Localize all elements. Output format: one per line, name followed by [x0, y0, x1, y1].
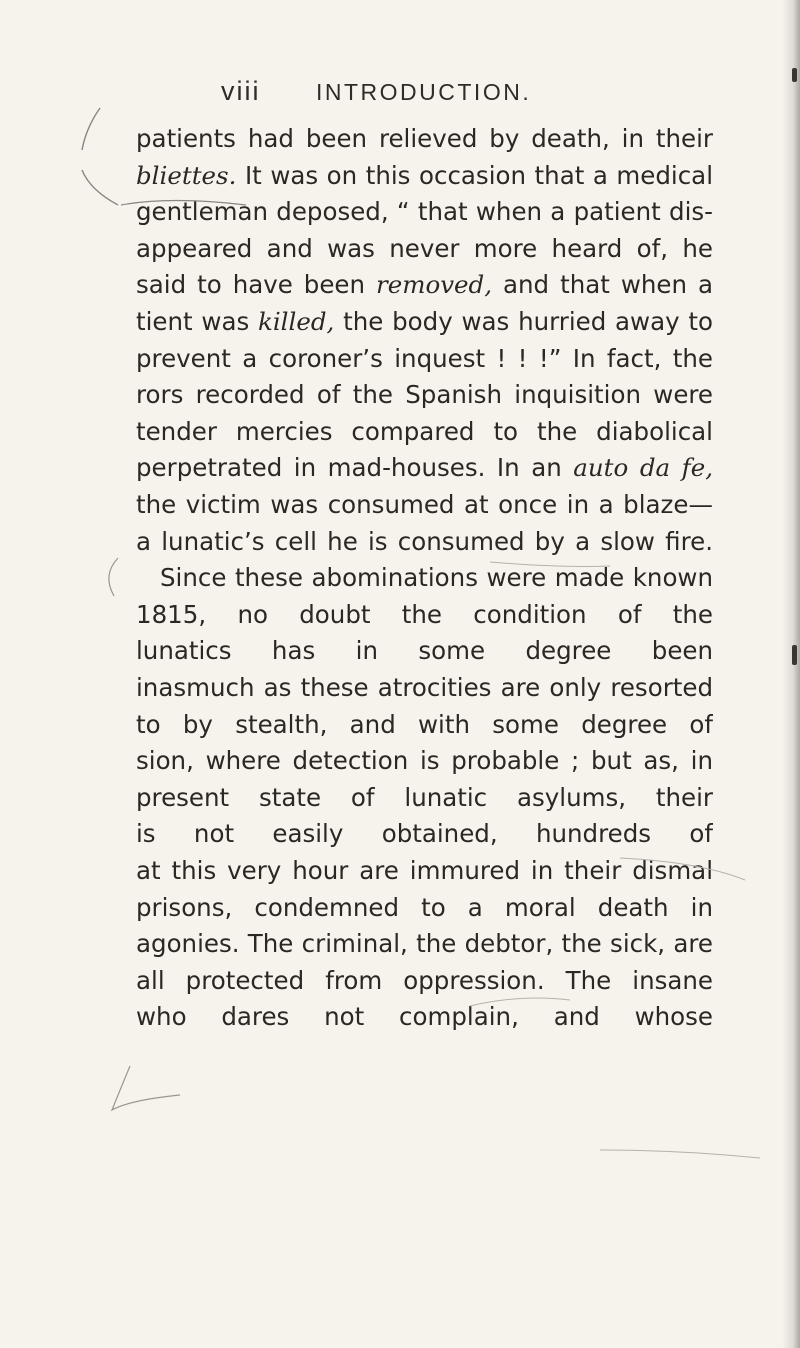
text-segment: the body was hurried away to — [334, 307, 713, 336]
text-line — [136, 123, 713, 155]
running-head: INTRODUCTION. — [316, 79, 532, 105]
text-line — [136, 965, 713, 997]
text-line — [136, 196, 713, 228]
text-segment: Since these abominations were made known — [160, 563, 713, 593]
text-line — [136, 233, 713, 265]
italic-text: killed, — [258, 307, 335, 336]
text-segment: present state of lunatic asylums, their — [136, 782, 713, 812]
text-segment: prisons, condemned to a moral death in — [136, 892, 713, 922]
text-line — [136, 928, 713, 960]
text-line — [136, 892, 713, 924]
page-number: viii — [221, 76, 261, 106]
text-segment: lunatics has in some degree been — [136, 636, 713, 666]
edge-mark — [792, 645, 797, 665]
italic-text: removed, — [376, 270, 493, 300]
text-segment: rors recorded of the Spanish inquisition were — [136, 380, 713, 410]
text-segment: all protected from oppression. The insane — [136, 965, 713, 995]
text-line — [136, 635, 713, 667]
text-line — [136, 160, 713, 192]
text-segment: at this very hour are immured in their dismal — [136, 856, 713, 885]
text-line — [136, 818, 713, 850]
text-segment: the victim was consumed at once in a blaze— — [136, 490, 713, 519]
text-line — [136, 452, 713, 484]
italic-text: auto da fe, — [573, 453, 713, 483]
text-line — [136, 379, 713, 411]
text-line — [136, 672, 713, 704]
text-line — [136, 526, 713, 558]
edge-mark — [792, 68, 797, 82]
page-header — [0, 76, 800, 116]
text-line — [136, 599, 713, 631]
text-segment: appeared and was never more heard of, he — [136, 233, 713, 263]
text-segment: sion, where detection is probable ; but as, in — [136, 746, 713, 776]
text-segment: to by stealth, and with some degree of — [136, 709, 713, 739]
text-line — [136, 1001, 713, 1033]
text-segment: agonies. The criminal, the debtor, the sick, are — [136, 929, 713, 959]
text-segment: 1815, no doubt the condition of the — [136, 599, 713, 629]
text-line — [160, 562, 713, 594]
text-segment: perpetrated in mad-houses. In an — [136, 453, 574, 483]
italic-text: bliettes. — [136, 160, 237, 190]
text-line — [136, 709, 713, 741]
page-edge-shadow — [782, 0, 800, 1348]
text-segment: inasmuch as these atrocities are only resorted — [136, 673, 713, 702]
text-segment: said to have been — [136, 270, 377, 300]
text-line — [136, 489, 713, 521]
text-line — [136, 306, 713, 338]
text-line — [136, 269, 713, 301]
text-segment: and that when a — [503, 270, 713, 300]
text-segment: patients had been relieved by death, in their — [136, 124, 713, 153]
text-segment: tient was — [136, 307, 258, 336]
text-line — [136, 782, 713, 814]
text-line — [136, 745, 713, 777]
text-segment: prevent a coroner’s inquest ! ! !” In fact, the — [136, 343, 713, 373]
text-segment: It was on this occasion that a medical — [236, 160, 713, 190]
text-segment: who dares not complain, and whose — [136, 1002, 713, 1032]
text-segment: a lunatic’s cell he is consumed by a slow fire. — [136, 526, 713, 556]
text-line — [136, 855, 713, 887]
text-segment: is not easily obtained, hundreds of — [136, 819, 713, 849]
text-segment: gentleman deposed, “ that when a patient dis- — [136, 197, 713, 227]
text-line — [136, 416, 713, 448]
text-line — [136, 343, 713, 375]
text-segment: tender mercies compared to the diabolical — [136, 416, 713, 446]
